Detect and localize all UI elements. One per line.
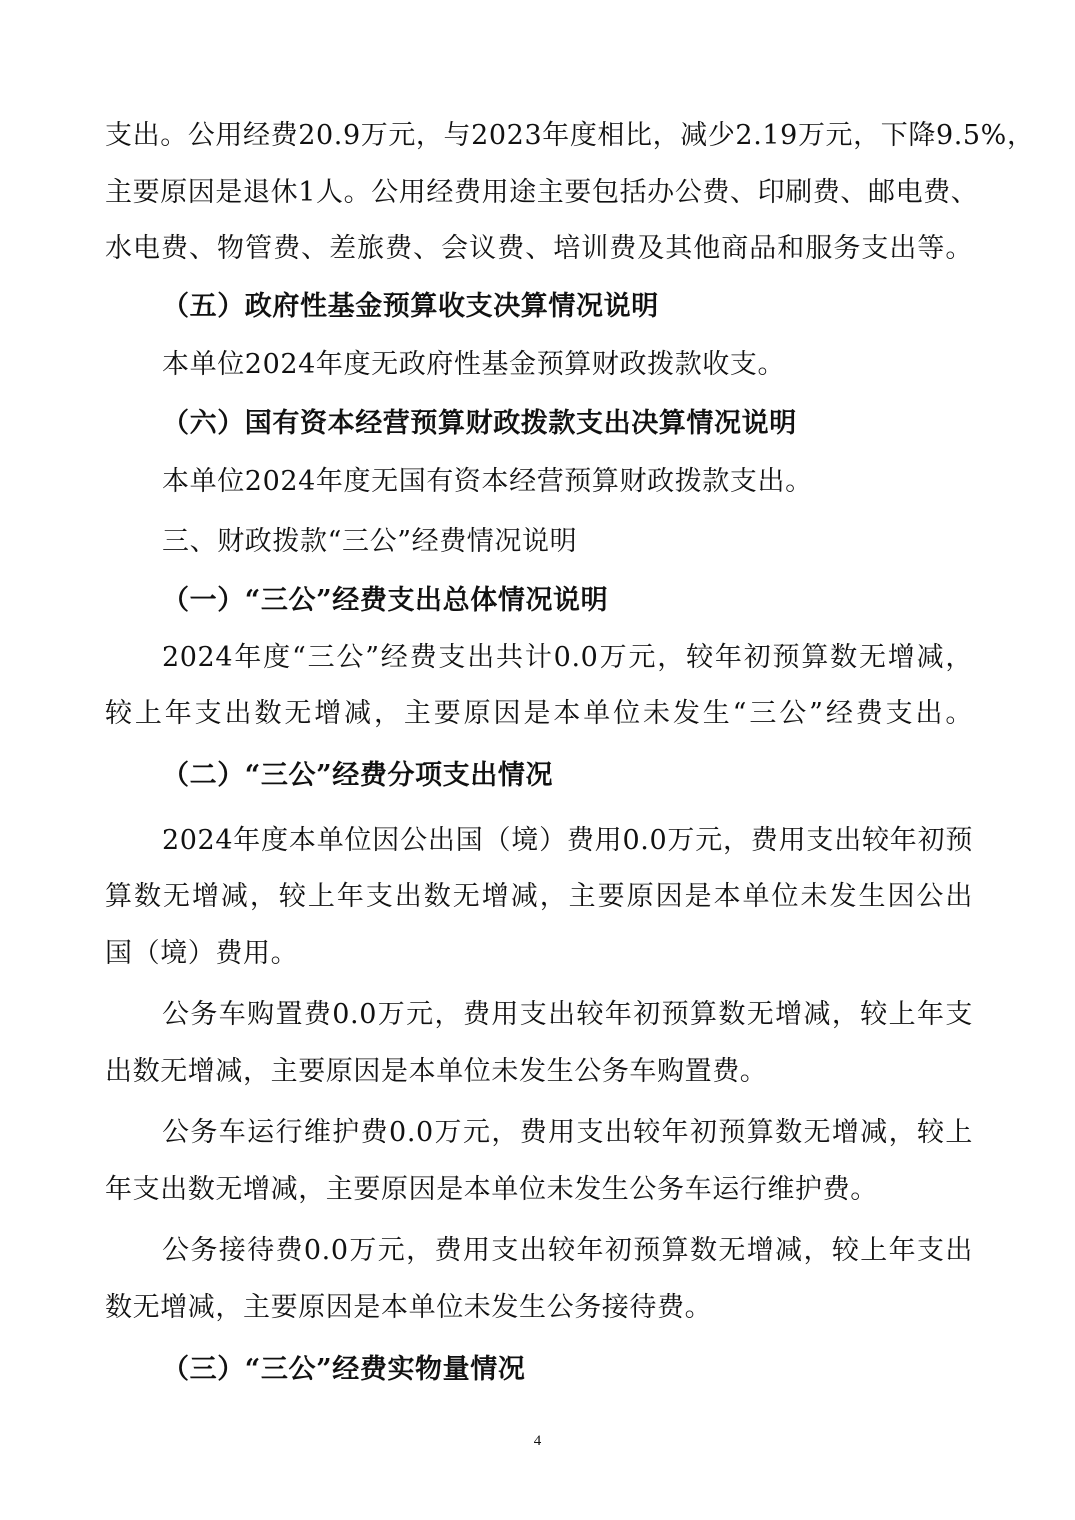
text-line: 主要原因是退休1人。公用经费用途主要包括办公费、印刷费、邮电费、 [105,176,979,208]
paragraph-overall [105,630,973,743]
heading-state-capital: （六）国有资本经营预算财政拨款支出决算情况说明 [162,408,797,439]
paragraph-government-fund [105,337,973,394]
paragraph-vehicle-maintenance [105,1105,973,1218]
text-line: 公务车购置费0.0万元，费用支出较年初预算数无增减，较上年支 [162,999,973,1030]
text-line: 较上年支出数无增减，主要原因是本单位未发生“三公”经费支出。 [105,698,973,729]
text-line: 公务接待费0.0万元，费用支出较年初预算数无增减，较上年支出 [162,1235,973,1266]
text-line: 本单位2024年度无国有资本经营预算财政拨款支出。 [162,466,813,497]
text-line: 公务车运行维护费0.0万元，费用支出较年初预算数无增减，较上 [162,1117,973,1148]
text-line: 算数无增减，较上年支出数无增减，主要原因是本单位未发生因公出 [105,881,973,912]
document-body [105,108,1035,1400]
paragraph-overseas [105,813,973,983]
page-number: 4 [533,1433,542,1449]
text-line: 国（境）费用。 [105,937,299,969]
text-line: 2024年度“三公”经费支出共计0.0万元，较年初预算数无增减， [162,641,973,673]
paragraph-state-capital [105,454,973,511]
heading-overall: （一）“三公”经费支出总体情况说明 [162,584,609,616]
heading-itemized: （二）“三公”经费分项支出情况 [162,759,554,791]
paragraph-public-funds [105,108,1035,278]
text-line: 2024年度本单位因公出国（境）费用0.0万元，费用支出较年初预 [162,824,973,856]
text-line: 数无增减，主要原因是本单位未发生公务接待费。 [105,1291,713,1323]
section-heading-three-public: 三、财政拨款“三公”经费情况说明 [162,525,578,557]
text-line: 出数无增减，主要原因是本单位未发生公务车购置费。 [105,1055,768,1087]
text-line: 本单位2024年度无政府性基金预算财政拨款收支。 [162,348,786,380]
paragraph-reception [105,1223,973,1336]
heading-government-fund: （五）政府性基金预算收支决算情况说明 [162,290,659,322]
heading-physical-quantity: （三）“三公”经费实物量情况 [162,1354,526,1385]
text-line: 水电费、物管费、差旅费、会议费、培训费及其他商品和服务支出等。 [105,233,973,264]
text-line: 支出。公用经费20.9万元，与2023年度相比，减少2.19万元，下降9.5%， [105,120,1035,151]
text-line: 年支出数无增减，主要原因是本单位未发生公务车运行维护费。 [105,1173,878,1205]
paragraph-vehicle-purchase [105,987,973,1100]
